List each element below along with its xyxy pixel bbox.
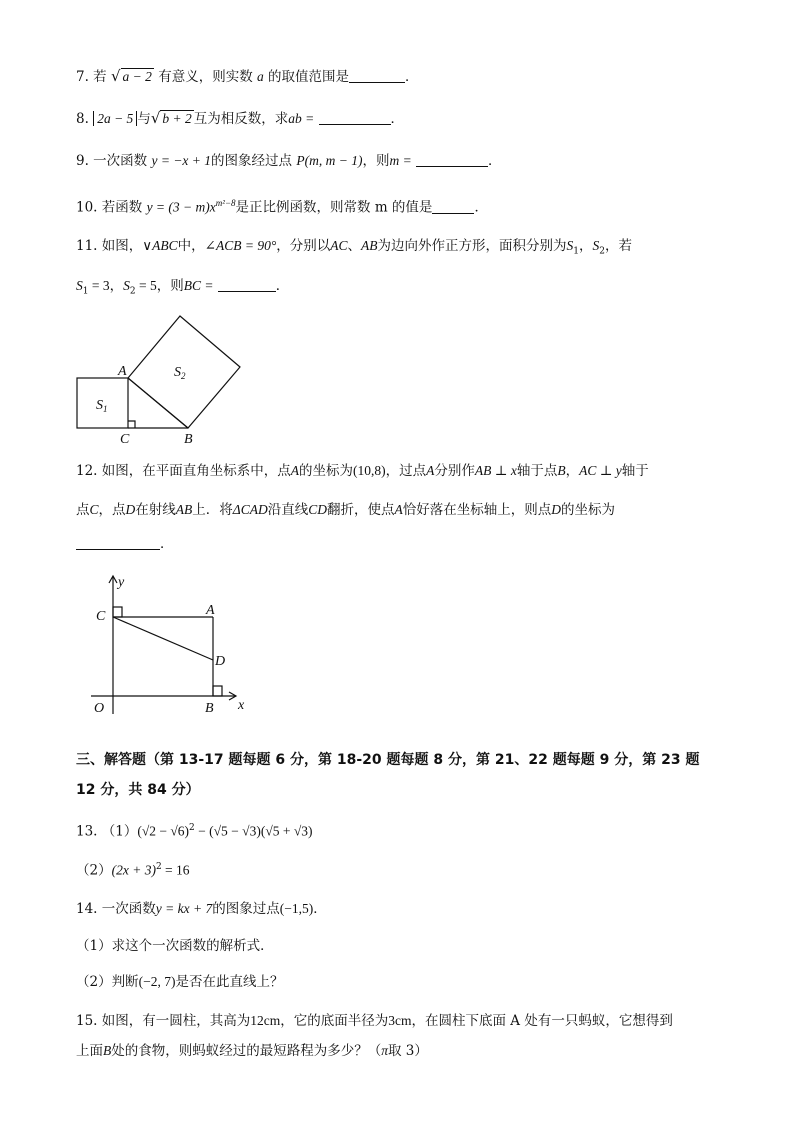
label-a: A [206,603,215,618]
q12-tri: ΔCAD [232,502,268,517]
label-c: C [120,432,130,447]
answer-blank[interactable] [76,535,160,550]
question-11-line-1 [76,236,632,262]
question-9 [76,151,501,171]
question-13-part-2 [76,857,190,881]
q11-ac: AC [330,238,348,253]
q12-l2-d: 上．将 [192,502,233,518]
q11-s2-sub: 2 [599,246,605,257]
q10-text: 是正比例函数，则常数 m 的值是 [235,199,433,216]
q11-l2-s2-sub: 2 [129,286,136,297]
q12-l2-f: 翻折，使点 [326,502,395,518]
q9-text: 的图象经过点 [211,153,293,169]
question-15-line-1 [76,1011,673,1031]
q13-p1: 13. （1） [76,823,138,840]
label-x: x [238,698,245,713]
q7-text-tail: 的取值范围是 [268,69,350,85]
q11-text-d: 为边向外作正方形，面积分别为 [377,238,567,254]
section-3-heading-line-2: 12 分，共 84 分） [76,782,200,798]
question-11-line-2 [76,276,289,302]
q12-cd: CD [308,502,327,517]
q12-l2-h: 的坐标为 [560,502,615,518]
q14-s2b: 是否在此直线上？ [175,974,284,990]
q10-function: y = (3 − m)x [146,199,216,215]
q15-l1c: ，在圆柱下底面 A 处有一只蚂蚁，它想得到 [411,1013,673,1029]
q12-text-g: 轴于 [621,463,649,479]
label-s2: $S_2$ [174,365,186,381]
label-d: D [215,654,226,669]
q9-function: y = −x + 1 [151,153,212,168]
q8-text: 互为相反数，求 [193,111,289,127]
answer-blank[interactable] [432,199,474,214]
q8-absolute-value: 2a − 5 [93,111,137,126]
q11-l2-s2-val: = 5，则 [135,278,184,293]
q13-expr1: (√2 − √6) [137,823,190,839]
q13-expr3: (2x + 3) [111,862,156,878]
q11-bc: BC = [183,278,214,293]
q11-s2: S [592,238,600,253]
q8-radicand: b + 2 [162,111,192,126]
q12-l2-a: 点 [76,502,90,518]
q12-a2: A [426,463,435,478]
q7-text: 有意义，则实数 [158,69,253,85]
right-angle-c [113,607,122,617]
question-10 [76,193,488,218]
answer-blank[interactable] [319,110,391,125]
q13-p2: （2） [76,862,112,879]
q8-end: ． [390,111,405,127]
question-7 [76,66,419,87]
q15-l2a: 上面 [76,1043,103,1059]
hypotenuse-ab [128,378,188,428]
q14-a: 14. 一次函数 [76,901,156,917]
q12-end: ． [160,536,174,552]
section-3-heading-line-1: 三、解答题（第 13-17 题每题 6 分，第 18-20 题每题 8 分，第 21、22 题每题 9 分，第 23 题 [76,752,700,768]
q12-text-f: ， [565,463,580,479]
question-8 [76,108,404,129]
q10-end: ． [474,199,488,216]
q7-end: ． [405,69,419,85]
q12-c: C [89,502,99,517]
q12-text-c: ，过点 [385,463,427,479]
q11-l2-s2: S [123,278,130,293]
label-b: B [184,432,193,447]
label-y: y [118,575,125,590]
q12-text-b: 的坐标为 [299,463,354,479]
q14-b: 的图象过点 [212,901,280,917]
question-12-line-1 [76,461,649,481]
q15-pi: π [381,1043,389,1058]
q12-l2-e: 沿直线 [267,502,309,518]
q15-l2c: 取 3） [388,1043,428,1059]
q12-text-d: 分别作 [434,463,475,479]
q15-l1a: 15. 如图，有一圆柱，其高为 [76,1013,251,1029]
q11-text-c: ，分别以 [276,238,331,254]
q13-expr2: − (√5 − √3)(√5 + √3) [194,823,313,839]
q8-with: 与 [137,111,151,127]
q11-ab: AB [361,238,378,253]
q15-height: 12cm [250,1013,281,1028]
q15-l1b: ，它的底面半径为 [280,1013,389,1029]
q11-number: 11. 如图， [76,238,143,254]
q14-s2a: （2）判断 [76,974,139,990]
q11-l2-s1: S [76,278,83,293]
q11-angle: ∠ACB = 90° [204,238,277,253]
q12-l2-b: ，点 [98,502,126,518]
q11-l2-s1-val: = 3， [88,278,124,293]
segment-cd [113,617,213,660]
right-angle-mark [128,421,135,428]
q12-a: A [290,463,300,478]
q14-point: (−1,5) [279,901,314,916]
answer-blank[interactable] [218,277,276,292]
q9-end: ． [487,153,502,169]
q12-d2: D [551,502,561,517]
q11-sep: 、 [347,238,361,254]
q11-triangle: ∨ABC [142,238,178,253]
sqrt-symbol: √ [110,67,121,85]
q8-number: 8. [76,111,89,127]
q7-variable: a [257,69,264,84]
right-angle-b [213,686,222,696]
q12-b: B [557,463,566,478]
q7-radicand: a − 2 [122,69,152,84]
q13-square: 2 [189,823,195,833]
sqrt-symbol: √ [150,109,161,127]
q12-ab: AB [175,502,193,517]
q11-comma: ， [578,238,593,254]
answer-blank[interactable] [416,152,488,167]
question-14-part-2 [76,972,283,992]
q11-l2-s1-sub: 1 [82,286,89,297]
question-14-part-1: （1）求这个一次函数的解析式． [76,938,274,954]
label-s1: $S_1$ [96,398,108,414]
q14-function: y = kx + 7 [155,901,213,916]
q9-point: P(m, m − 1) [296,153,363,168]
question-12-line-2 [76,500,615,520]
q12-text-a: 12. 如图，在平面直角坐标系中，点 [76,463,291,479]
q12-l2-c: 在射线 [135,502,176,518]
q11-end: ． [275,278,290,294]
label-b: B [205,701,214,716]
q14-s2-point: (−2, 7) [138,974,176,989]
q13-square2: 2 [155,862,162,872]
q13-expr4: = 16 [161,862,190,878]
label-a: A [118,364,127,379]
q15-radius: 3cm [388,1013,412,1028]
q15-l2b: 处的食物，则蚂蚁经过的最短路程为多少？（ [111,1043,382,1059]
answer-blank[interactable] [349,68,405,83]
q12-text-e: 轴于点 [516,463,558,479]
q14-c: ． [313,901,327,917]
q12-d: D [125,502,136,517]
q11-text-e: ，若 [604,238,632,254]
q11-s1: S [566,238,574,253]
q10-number: 10. 若函数 [76,199,143,216]
q10-exponent: m²−8 [215,198,236,208]
label-o: O [94,701,105,716]
q11-text-b: 中， [177,238,205,254]
q9-variable: m = [389,153,412,168]
q12-l2-g: 恰好落在坐标轴上，则点 [402,502,552,518]
question-15-line-2 [76,1041,428,1061]
q7-number: 7. 若 [76,69,107,85]
q12-coord: (10,8) [353,463,386,478]
q11-s1-sub: 1 [573,246,579,257]
q12-perp2: AC ⊥ y [579,463,622,478]
q9-number: 9. 一次函数 [76,153,148,169]
question-12-line-3 [76,534,174,554]
q9-tail: ，则 [362,153,390,169]
label-c: C [96,609,106,624]
figure-squares [70,310,250,450]
question-14 [76,899,327,919]
q15-b: B [103,1043,112,1058]
q12-perp1: AB ⊥ x [474,463,517,478]
question-13-part-1 [76,818,313,842]
q12-a3: A [394,502,403,517]
q8-ab: ab = [288,111,315,126]
figure-coordinate-system [86,572,258,720]
